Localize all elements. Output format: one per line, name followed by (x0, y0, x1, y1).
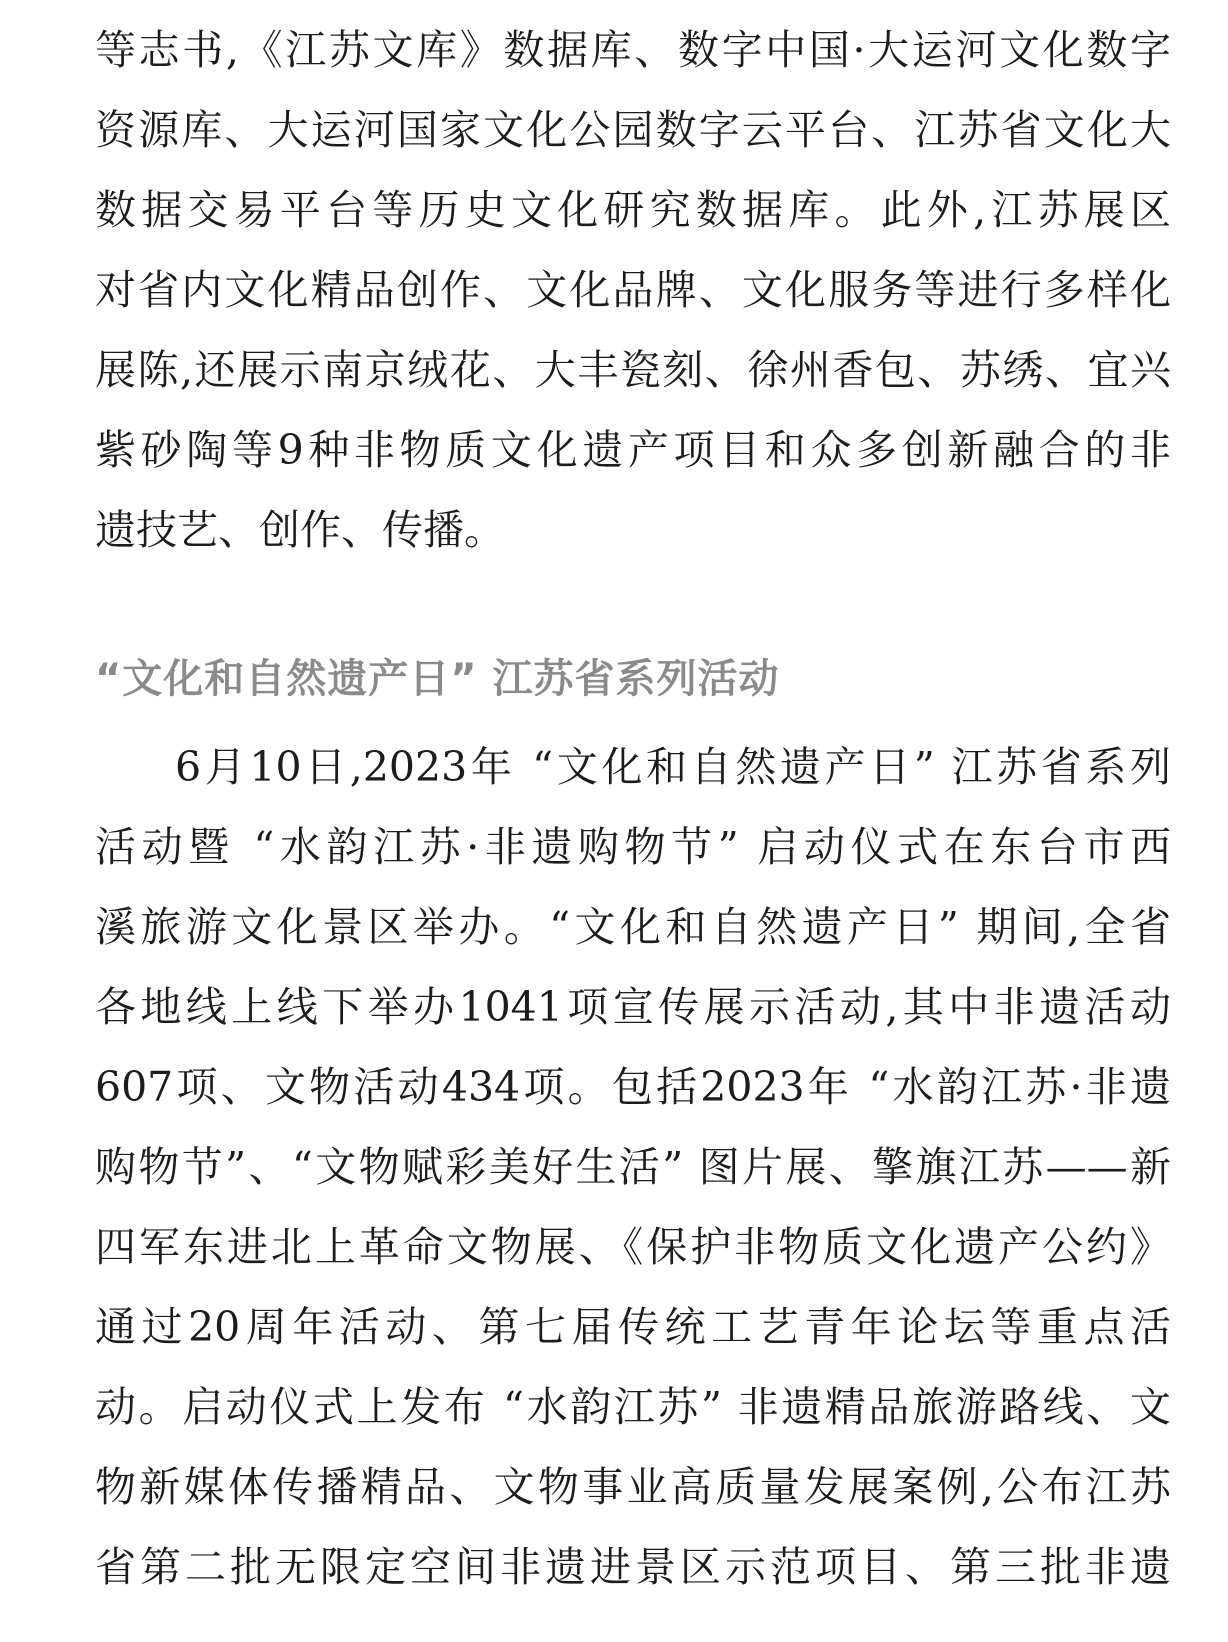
paragraph-line: 对省内文化精品创作、文化品牌、文化服务等进行多样化 (95, 266, 1171, 314)
paragraph-line: 各地线上线下举办1041项宣传展示活动,其中非遗活动 (95, 983, 1171, 1031)
paragraph-line: 溪旅游文化景区举办。“文化和自然遗产日” 期间,全省 (95, 903, 1171, 951)
paragraph-line: 物新媒体传播精品、文物事业高质量发展案例,公布江苏 (95, 1463, 1171, 1511)
paragraph-line: 紫砂陶等9种非物质文化遗产项目和众多创新融合的非 (95, 426, 1171, 474)
paragraph-line: 四军东进北上革命文物展、《保护非物质文化遗产公约》 (95, 1223, 1171, 1271)
paragraph-line: 607项、文物活动434项。包括2023年 “水韵江苏·非遗 (95, 1063, 1171, 1111)
paragraph-line: 购物节”、“文物赋彩美好生活” 图片展、擎旗江苏——新 (95, 1143, 1171, 1191)
paragraph-line: 通过20周年活动、第七届传统工艺青年论坛等重点活 (95, 1303, 1171, 1351)
paragraph-line: 6月10日,2023年 “文化和自然遗产日” 江苏省系列 (175, 743, 1171, 791)
paragraph-line: 资源库、大运河国家文化公园数字云平台、江苏省文化大 (95, 106, 1171, 154)
paragraph-line: 动。启动仪式上发布 “水韵江苏” 非遗精品旅游路线、文 (95, 1383, 1171, 1431)
paragraph-line: 展陈,还展示南京绒花、大丰瓷刻、徐州香包、苏绣、宜兴 (95, 346, 1171, 394)
section-heading: “文化和自然遗产日” 江苏省系列活动 (95, 656, 780, 702)
paragraph-line: 遗技艺、创作、传播。 (95, 506, 505, 554)
paragraph-line: 省第二批无限定空间非遗进景区示范项目、第三批非遗 (95, 1543, 1171, 1591)
paragraph-line: 等志书,《江苏文库》数据库、数字中国·大运河文化数字 (95, 26, 1171, 74)
paragraph-line: 活动暨 “水韵江苏·非遗购物节” 启动仪式在东台市西 (95, 823, 1171, 871)
paragraph-line: 数据交易平台等历史文化研究数据库。此外,江苏展区 (95, 186, 1171, 234)
